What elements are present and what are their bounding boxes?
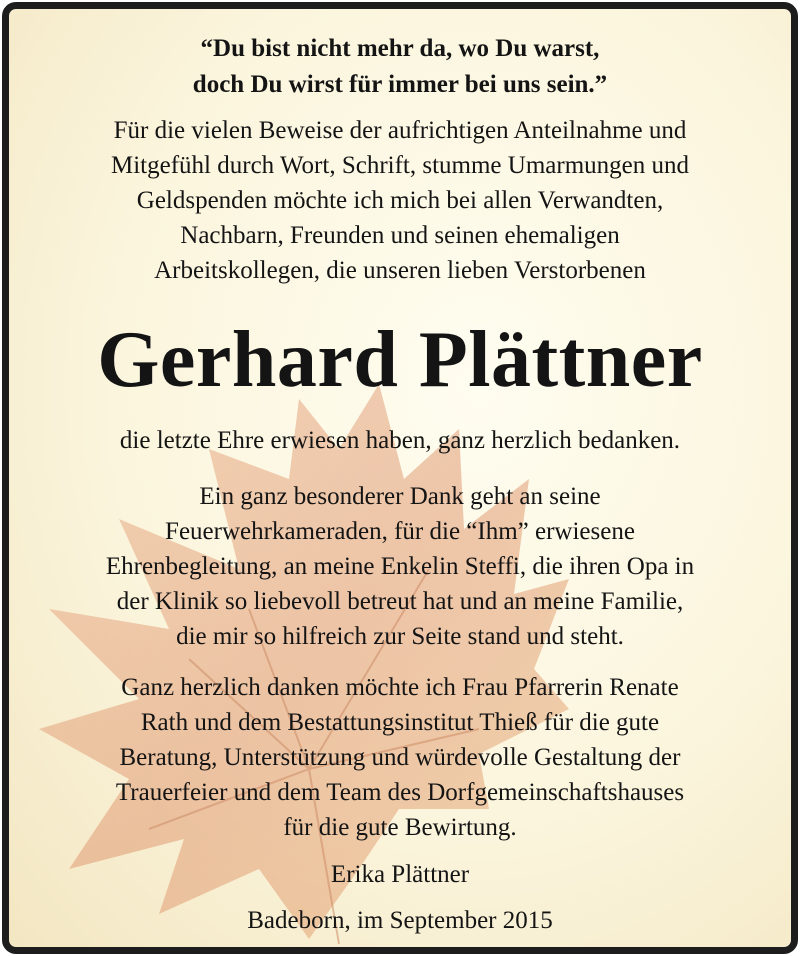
obituary-card: [2, 2, 798, 954]
motto-line-2: doch Du wirst für immer bei uns sein.”: [192, 71, 608, 98]
special-thanks-line-2: Feuerwehrkameraden, für die “Ihm” erwiesene: [165, 518, 635, 545]
intro-line-5: Arbeitskollegen, die unseren lieben Verstorbenen: [154, 257, 646, 284]
intro-line-3: Geldspenden möchte ich mich bei allen Verwandten,: [136, 187, 664, 214]
intro-line-4: Nachbarn, Freunden und seinen ehemaligen: [180, 222, 620, 249]
further-thanks-line-1: Ganz herzlich danken möchte ich Frau Pfarrerin Renate: [121, 674, 679, 701]
motto-line-1: “Du bist nicht mehr da, wo Du warst,: [200, 35, 600, 62]
special-thanks-line-1: Ein ganz besonderer Dank geht an seine: [199, 483, 601, 510]
special-thanks-line-3: Ehrenbegleitung, an meine Enkelin Steffi, die ihren Opa in: [105, 553, 695, 580]
special-thanks-line-4: der Klinik so liebevoll betreut hat und an meine Familie,: [116, 588, 684, 615]
deceased-name: Gerhard Plättner: [97, 316, 703, 404]
intro-line-2: Mitgefühl durch Wort, Schrift, stumme Umarmungen und: [111, 152, 689, 179]
further-thanks-line-2: Rath und dem Bestattungsinstitut Thieß für die gute: [140, 709, 660, 736]
further-thanks-line-4: Trauerfeier und dem Team des Dorfgemeinschaftshauses: [115, 779, 685, 806]
place-date: Badeborn, im September 2015: [247, 907, 553, 934]
signature: Erika Plättner: [330, 861, 470, 888]
obituary-text: [9, 9, 791, 947]
further-thanks-line-5: für die gute Bewirtung.: [283, 814, 517, 841]
special-thanks-line-5: die mir so hilfreich zur Seite stand und steht.: [176, 623, 624, 650]
after-name-line: die letzte Ehre erwiesen haben, ganz herzlich bedanken.: [119, 427, 681, 454]
intro-line-1: Für die vielen Beweise der aufrichtigen Anteilnahme und: [113, 117, 687, 144]
further-thanks-line-3: Beratung, Unterstützung und würdevolle Gestaltung der: [119, 744, 681, 771]
